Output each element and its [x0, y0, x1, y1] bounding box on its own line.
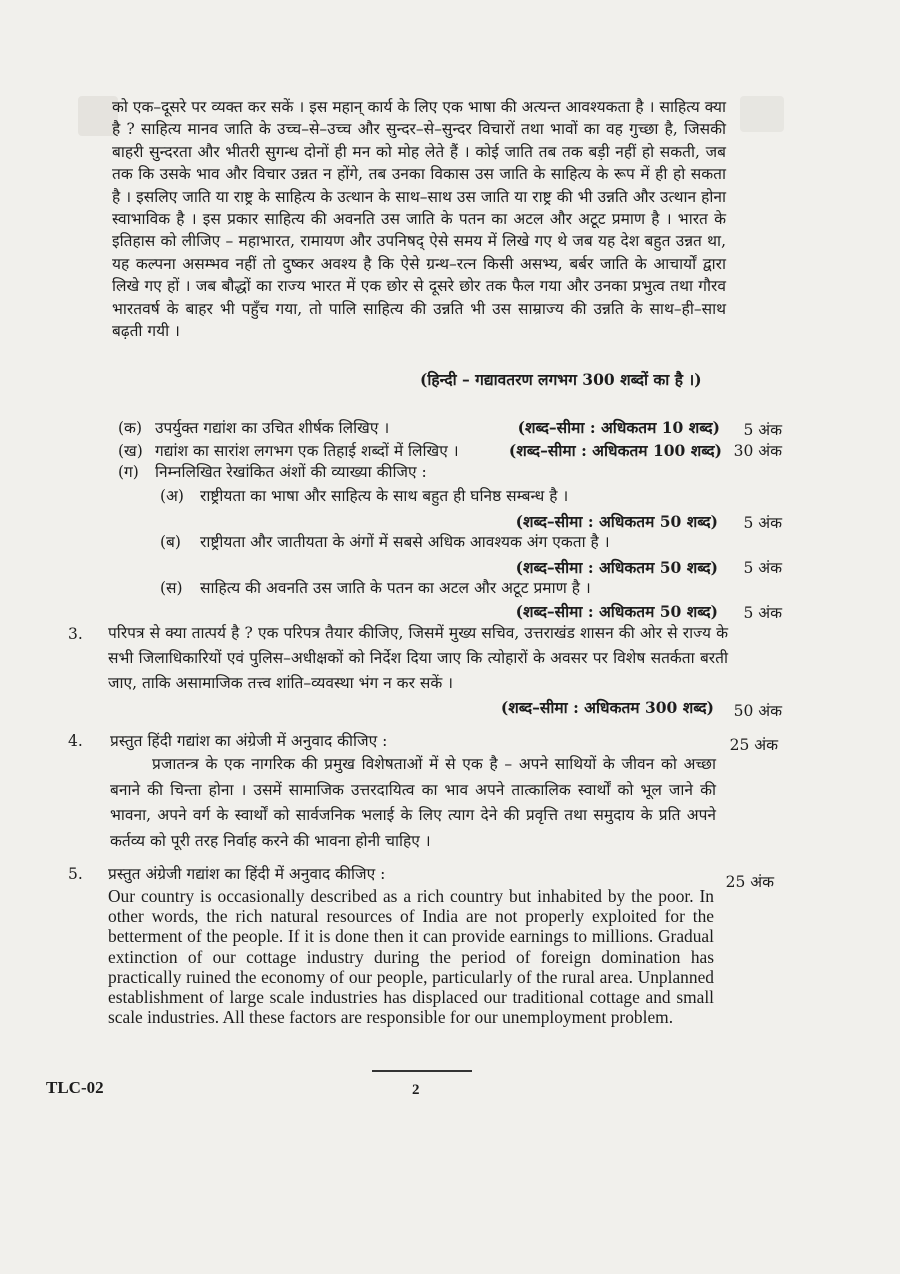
- q2c1-text: राष्ट्रीयता का भाषा और साहित्य के साथ बहुत ही घनिष्ठ सम्बन्ध है ।: [200, 487, 569, 505]
- q2c2-text: राष्ट्रीयता और जातीयता के अंगों में सबसे अधिक आवश्यक अंग एकता है ।: [200, 533, 610, 551]
- q5-marks: 25 अंक: [725, 873, 774, 891]
- q2c3-marks: 5 अंक: [743, 604, 782, 622]
- q2a-marks: 5 अंक: [743, 421, 782, 439]
- q2a-limit: (शब्द–सीमा : अधिकतम 10 शब्द): [517, 418, 720, 437]
- q2c1-limit: (शब्द–सीमा : अधिकतम 50 शब्द): [515, 512, 718, 531]
- q4-number: 4.: [68, 732, 83, 750]
- q2b-text: गद्यांश का सारांश लगभग एक तिहाई शब्दों में लिखिए ।: [155, 442, 459, 460]
- q4-marks: 25 अंक: [729, 736, 778, 754]
- q3-marks: 50 अंक: [733, 702, 782, 720]
- q4-passage: प्रजातन्त्र के एक नागरिक की प्रमुख विशेषताओं में से एक है – अपने साथियों के जीवन को अच्छा बनाने की चिन्ता होना । उसमें सामाजिक उत्तरदायित्व का भाव अपने तात्कालिक स्वार्थों को भूल जाने की भावना, अपने वर्ग के स्वार्थों को सार्वजनिक भलाई के लिए त्याग देने की प्रवृत्ति तथा समुदाय के प्रति अपने कर्तव्य को पूरी तरह निर्वाह करने की भावना होनी चाहिए ।: [110, 755, 716, 850]
- page-number: 2: [412, 1082, 420, 1098]
- q2c3-limit: (शब्द–सीमा : अधिकतम 50 शब्द): [515, 602, 718, 621]
- scan-artifact: [740, 96, 784, 132]
- q2c3-text: साहित्य की अवनति उस जाति के पतन का अटल और अटूट प्रमाण है ।: [200, 579, 591, 597]
- footer-divider: [372, 1070, 472, 1072]
- q2b-marks: 30 अंक: [733, 442, 782, 460]
- q2c3-label: (स): [160, 579, 183, 597]
- passage-word-note: (हिन्दी – गद्यावतरण लगभग 300 शब्दों का है ।): [420, 370, 702, 389]
- q2c2-marks: 5 अंक: [743, 559, 782, 577]
- paper-code: TLC-02: [46, 1078, 104, 1097]
- q2a-label: (क): [118, 419, 142, 437]
- q5-number: 5.: [68, 865, 83, 883]
- q2c1-marks: 5 अंक: [743, 514, 782, 532]
- q2c2-label: (ब): [160, 533, 181, 551]
- q2b-label: (ख): [118, 442, 143, 460]
- q5-heading: प्रस्तुत अंग्रेजी गद्यांश का हिंदी में अनुवाद कीजिए :: [108, 865, 386, 883]
- q3-limit: (शब्द–सीमा : अधिकतम 300 शब्द): [500, 698, 714, 717]
- q2c1-label: (अ): [160, 487, 184, 505]
- q4-heading: प्रस्तुत हिंदी गद्यांश का अंग्रेजी में अनुवाद कीजिए :: [110, 732, 388, 750]
- q2c-label: (ग): [118, 463, 139, 481]
- q3-text: परिपत्र से क्या तात्पर्य है ? एक परिपत्र तैयार कीजिए, जिसमें मुख्य सचिव, उत्तराखंड शासन की ओर से राज्य के सभी जिलाधिकारियों एवं पुलिस–अधीक्षकों को निर्देश दिया जाए कि त्योहारों के अवसर पर विशेष सतर्कता बरती जाए, ताकि असामाजिक तत्त्व शांति–व्यवस्था भंग न कर सकें ।: [108, 624, 728, 692]
- q3-number: 3.: [68, 625, 83, 643]
- q2c2-limit: (शब्द–सीमा : अधिकतम 50 शब्द): [515, 558, 718, 577]
- q2c-text: निम्नलिखित रेखांकित अंशों की व्याख्या कीजिए :: [155, 463, 427, 481]
- hindi-passage: को एक–दूसरे पर व्यक्त कर सकें । इस महान् कार्य के लिए एक भाषा की अत्यन्त आवश्यकता है । साहित्य क्या है ? साहित्य मानव जाति के उच्च–से–उच्च और सुन्दर–से–सुन्दर विचारों तथा भावों का वह गुच्छा है, जिसकी बाहरी सुन्दरता और भीतरी सुगन्ध दोनों ही मन को मोह लेते हैं । कोई जाति तब तक बड़ी नहीं हो सकती, जब तक कि उसके भाव और विचार उन्नत न होंगे, तब उनका विकास उस जाति के साहित्य के रूप में ही हो सकता है । इसलिए जाति या राष्ट्र के साहित्य के उत्थान के साथ–साथ उस जाति या राष्ट्र की भी उन्नति और उत्थान होना स्वाभाविक है । इस प्रकार साहित्य की अवनति उस जाति के पतन का अटल और अटूट प्रमाण है । भारत के इतिहास को लीजिए – महाभारत, रामायण और उपनिषद् ऐसे समय में लिखे गए थे जब यह देश बहुत उन्नत था, यह कल्पना असम्भव नहीं तो दुष्कर अवश्य है कि ऐसे ग्रन्थ–रत्न किसी असभ्य, बर्बर जाति के आचार्यों द्वारा लिखे गए हों । जब बौद्धों का राज्य भारत में एक छोर से दूसरे छोर तक फैल गया और उनका प्रभुत्व तथा गौरव भारतवर्ष के बाहर भी पहुँच गया, तो पालि साहित्य की उन्नति भी उस साम्राज्य की उन्नति के साथ–ही–साथ बढ़ती गयी ।: [112, 98, 726, 341]
- q2a-text: उपर्युक्त गद्यांश का उचित शीर्षक लिखिए ।: [155, 419, 390, 437]
- q2b-limit: (शब्द–सीमा : अधिकतम 100 शब्द): [508, 441, 722, 460]
- q5-english-passage: Our country is occasionally described as a rich country but inhabited by the poor. In other words, the rich natural resources of India are not properly exploited for the betterment of the people. If it is done then it can provide earnings to millions. Gradual extinction of our cottage industry during the period of foreign domination has practically ruined the economy of our people, particularly of the rural area. Unplanned establishment of large scale industries has displaced our traditional cottage and small scale industries. All these factors are responsible for our unemployment problem.: [108, 886, 714, 1028]
